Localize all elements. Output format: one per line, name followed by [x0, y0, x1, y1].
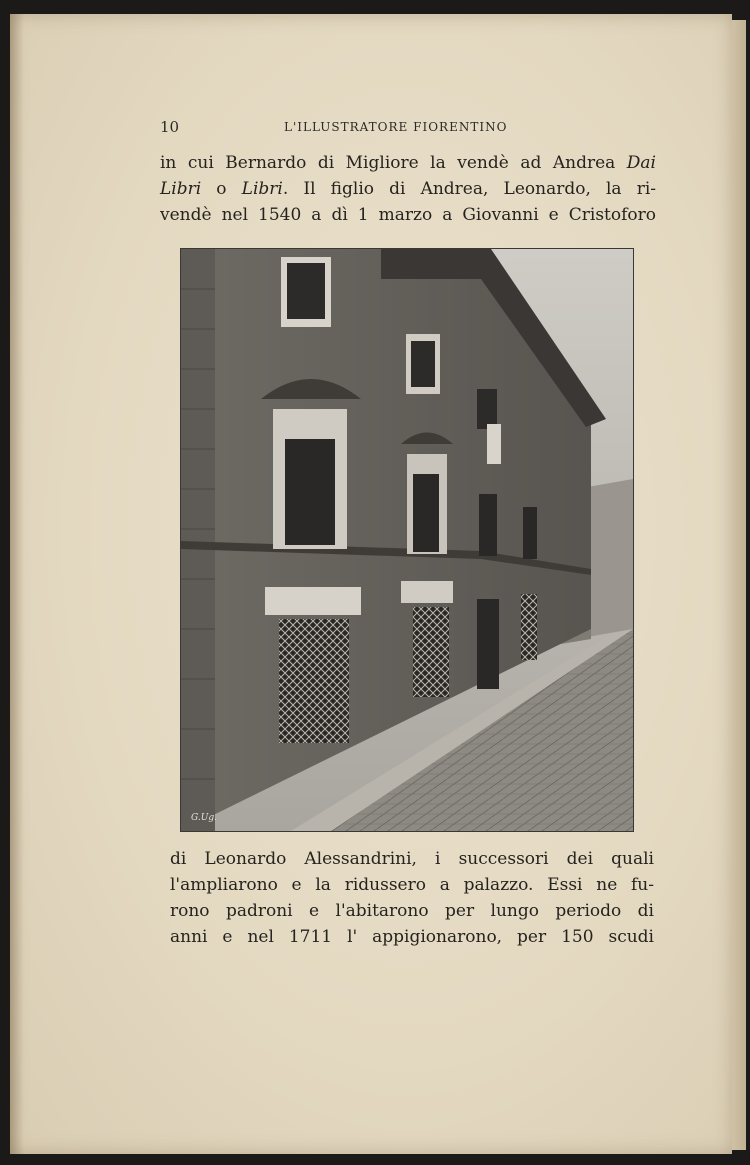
palazzo-photograph [180, 248, 634, 832]
paragraph-bottom [170, 846, 654, 950]
text-segment: . Il figlio di Andrea, Leonardo, la ri- [282, 179, 656, 199]
italic-text: Libri [160, 179, 202, 199]
text-line: rono padroni e l'abitarono per lungo periodo di [170, 901, 654, 921]
window-pane [479, 494, 497, 556]
window-pane [413, 474, 439, 552]
window-pane [523, 507, 537, 559]
window-hood [265, 587, 361, 615]
text-line: l'ampliarono e la ridussero a palazzo. Essi ne fu- [170, 875, 654, 895]
window-hood [401, 581, 453, 603]
italic-text: Libri [241, 179, 283, 199]
text-line: vendè nel 1540 a dì 1 marzo a Giovanni e Cristoforo [160, 205, 656, 225]
window-pane [285, 439, 335, 545]
text-line [160, 176, 656, 202]
running-head: L'ILLUSTRATORE FIORENTINO [284, 120, 508, 134]
photo-credit: G.Ug. [191, 813, 217, 823]
window-grille [413, 607, 449, 697]
page-edge [732, 20, 746, 1150]
window-pane [477, 389, 497, 429]
corner-pilaster [181, 249, 215, 831]
italic-text: Dai [626, 153, 656, 173]
text-line: anni e nel 1711 l' appigionarono, per 150 scudi [170, 927, 654, 947]
doorway [477, 599, 499, 689]
text-line: di Leonardo Alessandrini, i successori dei quali [170, 849, 654, 869]
window-pane [411, 341, 435, 387]
paragraph-top [160, 150, 656, 228]
page-binding-shadow [10, 14, 24, 1154]
text-line [160, 150, 656, 176]
building-illustration [181, 249, 633, 831]
statue [487, 424, 501, 464]
window-grille [279, 619, 349, 743]
text-segment: o [201, 179, 242, 199]
text-segment: in cui Bernardo di Migliore la vendè ad Andrea [160, 153, 627, 173]
page-header [160, 118, 560, 140]
page-number: 10 [160, 118, 180, 136]
window-grille [521, 594, 537, 660]
window-pane [287, 263, 325, 319]
